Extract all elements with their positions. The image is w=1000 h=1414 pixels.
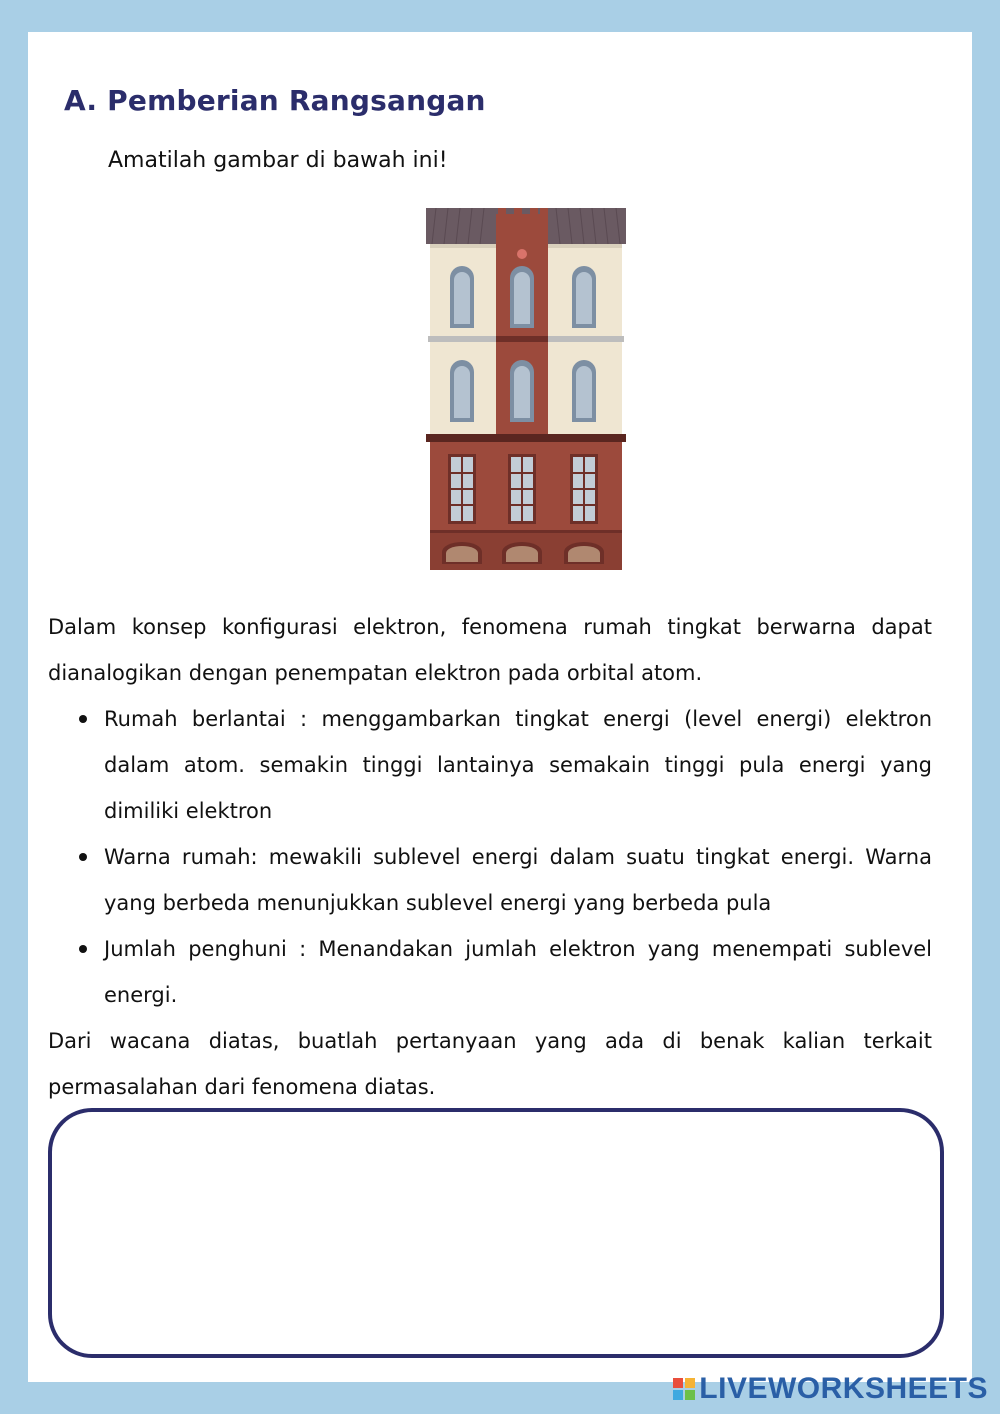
answer-textbox[interactable]	[48, 1108, 944, 1358]
worksheet-page	[28, 32, 972, 1382]
liveworksheets-logo-icon	[673, 1378, 695, 1400]
bullet-dot-icon	[79, 945, 87, 953]
list-item-text: Warna rumah: mewakili sublevel energi dalam suatu tingkat energi. Warna yang berbeda menunjukkan sublevel energi yang berbeda pula	[104, 845, 932, 915]
instruction-text: Amatilah gambar di bawah ini!	[108, 148, 448, 173]
footer-brand	[673, 1372, 988, 1406]
bullet-dot-icon	[79, 853, 87, 861]
list-item	[104, 834, 932, 926]
list-item-text: Jumlah penghuni : Menandakan jumlah elektron yang menempati sublevel energi.	[104, 937, 932, 1007]
building-illustration	[426, 208, 626, 570]
intro-paragraph: Dalam konsep konfigurasi elektron, fenomena rumah tingkat berwarna dapat dianalogikan dengan penempatan elektron pada orbital atom.	[48, 615, 932, 685]
bullet-list	[104, 696, 932, 1018]
list-item-text: Rumah berlantai : menggambarkan tingkat energi (level energi) elektron dalam atom. semakin tinggi lantainya semakain tinggi pula energi yang dimiliki elektron	[104, 707, 932, 823]
section-title: A. Pemberian Rangsangan	[64, 84, 486, 117]
question-paragraph: Dari wacana diatas, buatlah pertanyaan yang ada di benak kalian terkait permasalahan dari fenomena diatas.	[48, 1029, 932, 1099]
list-item	[104, 696, 932, 834]
bullet-dot-icon	[79, 715, 87, 723]
list-item	[104, 926, 932, 1018]
brand-name: LIVEWORKSHEETS	[699, 1372, 988, 1405]
